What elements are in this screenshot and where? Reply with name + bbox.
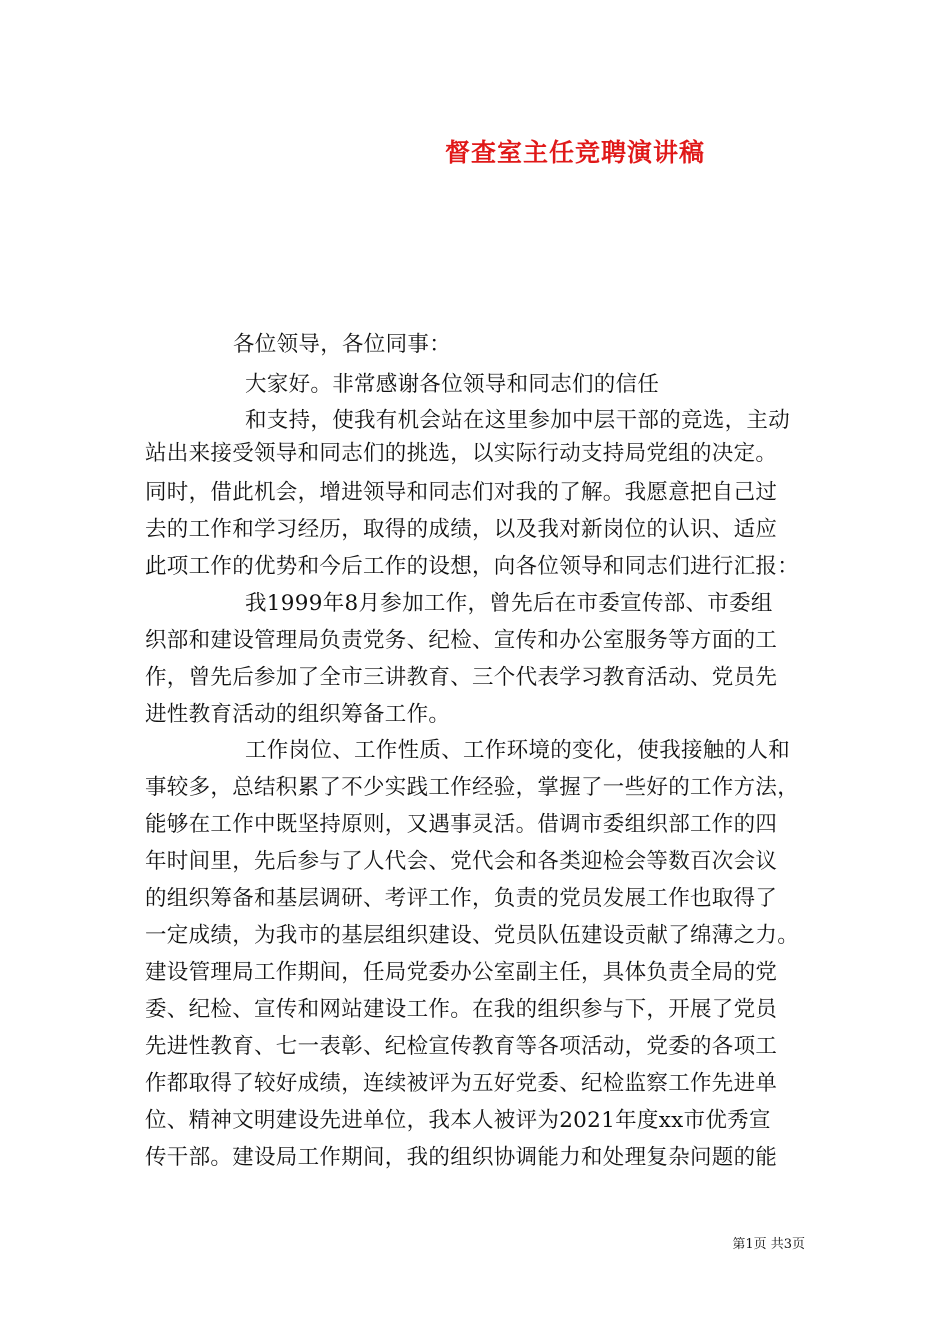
text-line: 站出来接受领导和同志们的挑选，以实际行动支持局党组的决定。 — [145, 441, 778, 466]
text-line: 此项工作的优势和今后工作的设想，向各位领导和同志们进行汇报： — [145, 554, 800, 579]
document-title: 督查室主任竞聘演讲稿 — [444, 138, 705, 167]
text-line: 的组织筹备和基层调研、考评工作，负责的党员发展工作也取得了 — [145, 886, 778, 911]
text-line: 事较多，总结积累了不少实践工作经验，掌握了一些好的工作方法， — [145, 775, 800, 800]
text-line: 位、精神文明建设先进单位，我本人被评为2021年度xx市优秀宣 — [145, 1108, 771, 1133]
text-line: 委、纪检、宣传和网站建设工作。在我的组织参与下，开展了党员 — [145, 997, 778, 1022]
text-line: 进性教育活动的组织筹备工作。 — [145, 702, 451, 727]
text-line: 各位领导，各位同事： — [233, 332, 452, 357]
page-number-footer: 第1页 共3页 — [732, 1237, 805, 1252]
text-line: 织部和建设管理局负责党务、纪检、宣传和办公室服务等方面的工 — [145, 628, 778, 653]
text-line: 我1999年8月参加工作，曾先后在市委宣传部、市委组 — [245, 591, 773, 616]
text-line: 能够在工作中既坚持原则，又遇事灵活。借调市委组织部工作的四 — [145, 812, 778, 837]
text-line: 建设管理局工作期间，任局党委办公室副主任，具体负责全局的党 — [145, 960, 778, 985]
text-line: 传干部。建设局工作期间，我的组织协调能力和处理复杂问题的能 — [145, 1145, 778, 1170]
text-line: 一定成绩，为我市的基层组织建设、党员队伍建设贡献了绵薄之力。 — [145, 923, 800, 948]
text-line: 作，曾先后参加了全市三讲教育、三个代表学习教育活动、党员先 — [145, 665, 778, 690]
text-line: 年时间里，先后参与了人代会、党代会和各类迎检会等数百次会议 — [145, 849, 778, 874]
text-line: 大家好。非常感谢各位领导和同志们的信任 — [245, 372, 660, 397]
text-line: 作都取得了较好成绩，连续被评为五好党委、纪检监察工作先进单 — [145, 1071, 778, 1096]
text-line: 去的工作和学习经历，取得的成绩，以及我对新岗位的认识、适应 — [145, 517, 778, 542]
text-line: 先进性教育、七一表彰、纪检宣传教育等各项活动，党委的各项工 — [145, 1034, 778, 1059]
text-line: 工作岗位、工作性质、工作环境的变化，使我接触的人和 — [245, 738, 791, 763]
text-line: 同时，借此机会，增进领导和同志们对我的了解。我愿意把自己过 — [145, 480, 778, 505]
text-line: 和支持，使我有机会站在这里参加中层干部的竞选，主动 — [245, 408, 791, 433]
